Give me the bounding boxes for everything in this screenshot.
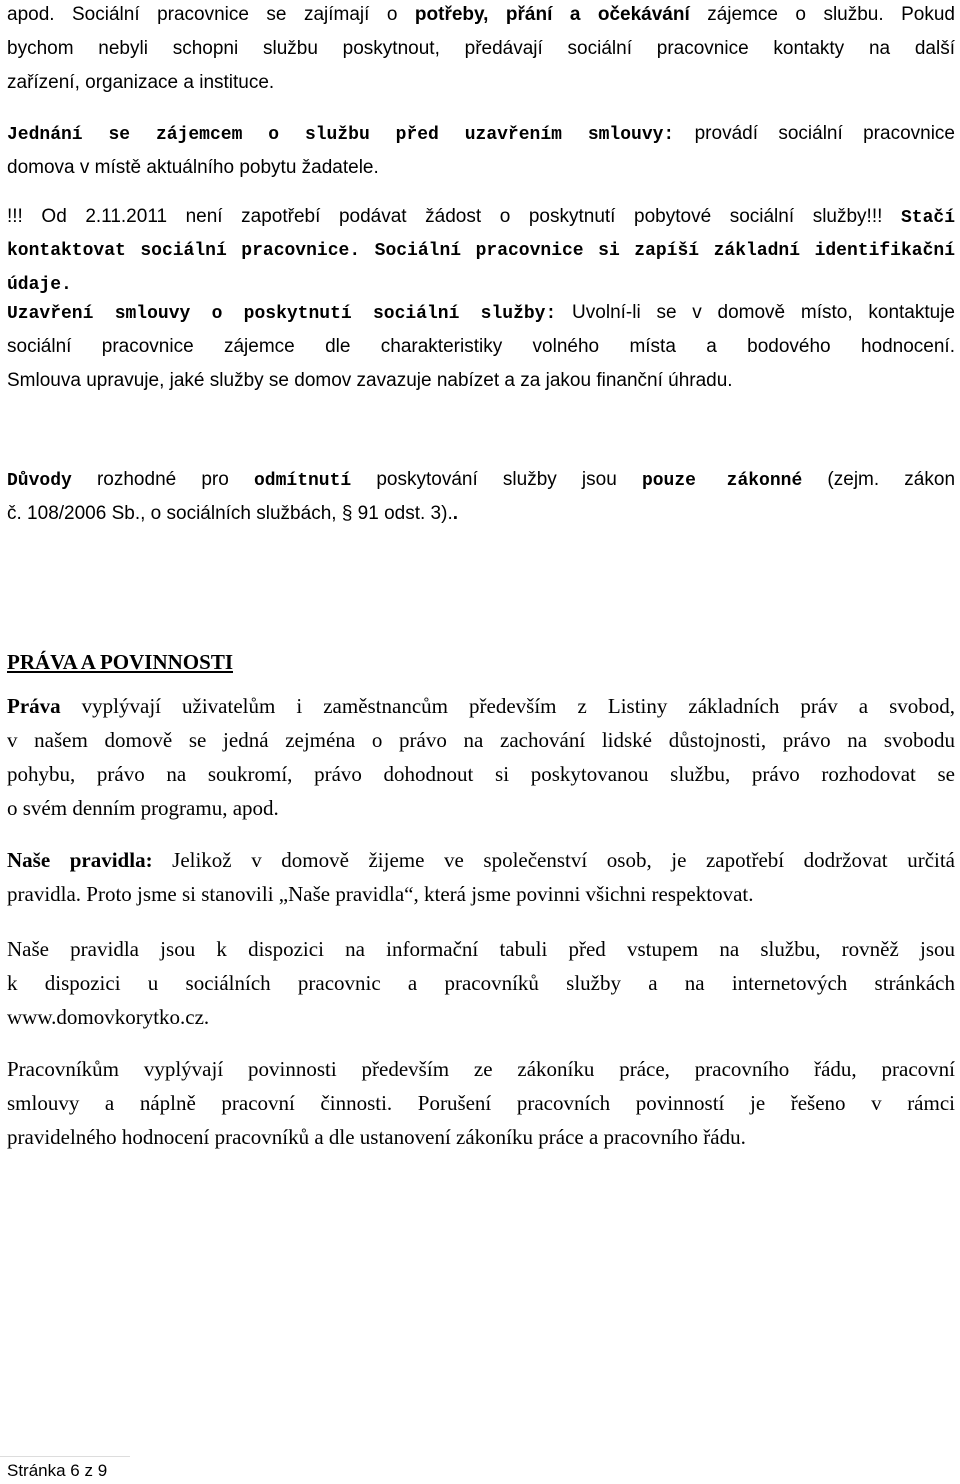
text-line: Naše pravidla: Jelikož v domově žijeme ve společenství osob, je zapotřebí dodržovat určitá xyxy=(7,848,956,872)
text-line: Pracovníkům vyplývají povinnosti především ze zákoníku práce, pracovního řádu, pracovní xyxy=(7,1057,955,1081)
paragraph-negotiation xyxy=(7,117,955,185)
page-number-footer: Stránka 6 z 9 xyxy=(7,1461,108,1480)
footer-divider xyxy=(0,1456,130,1457)
text-line: č. 108/2006 Sb., o sociálních službách, § 91 odst. 3).. xyxy=(7,503,459,524)
text-line: bychom nebyli schopni službu poskytnout, předávají sociální pracovnice kontakty na další xyxy=(7,38,955,59)
paragraph-rights xyxy=(7,689,955,825)
section-heading: PRÁVA A POVINNOSTI xyxy=(7,650,233,674)
paragraph-contract xyxy=(7,296,955,398)
text-line: domova v místě aktuálního pobytu žadatele. xyxy=(7,157,379,178)
text-line: Uzavření smlouvy o poskytnutí sociální služby: Uvolní-li se v domově místo, kontaktuje xyxy=(7,302,955,324)
paragraph-reasons xyxy=(7,463,955,531)
text-line: v našem domově se jedná zejména o právo na zachování lidské důstojnosti, právo na svobodu xyxy=(7,728,955,752)
paragraph-rules xyxy=(7,843,955,911)
text-line: o svém denním programu, apod. xyxy=(7,796,279,820)
text-line: smlouvy a náplně pracovní činnosti. Porušení pracovních povinností je řešeno v rámci xyxy=(7,1091,955,1115)
text-line: pravidelného hodnocení pracovníků a dle ustanovení zákoníku práce a pracovního řádu. xyxy=(7,1125,746,1149)
text-line: Smlouva upravuje, jaké služby se domov zavazuje nabízet a za jakou finanční úhradu. xyxy=(7,370,733,391)
text-line: Práva vyplývají uživatelům i zaměstnancům především z Listiny základních práv a svobod, xyxy=(7,694,955,718)
text-line: kontaktovat sociální pracovnice. Sociální pracovnice si zapíší základní identifikační xyxy=(7,241,955,261)
paragraph-rules-availability xyxy=(7,932,955,1034)
text-line: Naše pravidla jsou k dispozici na informační tabuli před vstupem na službu, rovněž jsou xyxy=(7,937,955,961)
text-line: apod. Sociální pracovnice se zajímají o potřeby, přání a očekávání zájemce o službu. Pokud xyxy=(7,4,955,25)
text-line: Důvody rozhodné pro odmítnutí poskytování služby jsou pouze zákonné (zejm. zákon xyxy=(7,469,956,491)
paragraph-intake xyxy=(7,0,955,100)
text-line: !!! Od 2.11.2011 není zapotřebí podávat žádost o poskytnutí pobytové sociální služby!!! Stačí xyxy=(7,206,955,228)
text-line: pohybu, právo na soukromí, právo dohodnout si poskytovanou službu, právo rozhodovat se xyxy=(7,762,955,786)
text-line: sociální pracovnice zájemce dle charakteristiky volného místa a bodového hodnocení. xyxy=(7,336,955,357)
text-line: zařízení, organizace a instituce. xyxy=(7,72,275,93)
text-line: pravidla. Proto jsme si stanovili „Naše pravidla“, která jsme povinni všichni respektovat. xyxy=(7,882,754,906)
paragraph-duties xyxy=(7,1052,955,1154)
text-line: Jednání se zájemcem o službu před uzavřením smlouvy: provádí sociální pracovnice xyxy=(7,123,955,145)
paragraph-notice xyxy=(7,200,955,302)
text-line: www.domovkorytko.cz. xyxy=(7,1005,210,1029)
text-line: údaje. xyxy=(7,275,72,295)
text-line: k dispozici u sociálních pracovnic a pracovníků služby a na internetových stránkách xyxy=(7,971,955,995)
